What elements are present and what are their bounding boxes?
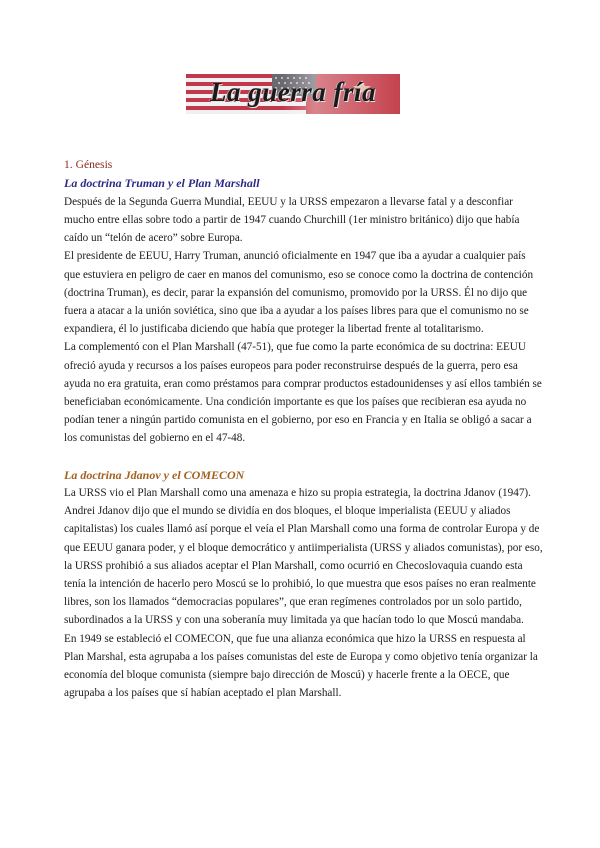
paragraph: La URSS vio el Plan Marshall como una amenaza e hizo su propia estrategia, la doctrina Jdanov (1947). Andrei Jdanov dijo que el mundo se dividía en dos bloques, el bloque imperialista (EEUU y aliados capitalistas) los cuales llamó así porque el veía el Plan Marshall como una forma de controlar Europa y de que EEUU ganara poder, y el bloque democrático y antiimperialista (URSS y aliados comunistas), por eso, la URSS prohibió a sus aliados aceptar el Plan Marshall, como ocurrió en Checoslovaquia cuando esta tenía la intención de hacerlo pero Moscú se lo prohibió, lo que muestra que esos países no eran realmente libres, son los llamados “democracias populares”, que eran regímenes controlados por un solo partido, subordinados a la URSS y con una soberanía muy limitada ya que hacían todo lo que Moscú mandaba.: [64, 487, 543, 627]
section-gap: [64, 448, 544, 466]
paragraph: En 1949 se estableció el COMECON, que fue una alianza económica que hizo la URSS en respuesta al Plan Marshal, esta agrupaba a los países comunistas del este de Europa y como objetivo tenía organizar la economía del bloque comunista (siempre bajo dirección de Moscú) y hacerle frente a la OECE, que agrupaba a los países que sí habían aceptado el plan Marshall.: [64, 632, 538, 700]
paragraph: La complementó con el Plan Marshall (47-51), que fue como la parte económica de su doctrina: EEUU ofreció ayuda y recursos a los países europeos para poder reconstruirse después de la guerra, pero esa ayuda no era gratuita, eran como préstamos para comprar productos estadounidenses y así ellos también se beneficiaban económicamente. Una condición importante es que los países que recibieran esa ayuda no podían tener a ningún partido comunista en el gobierno, por eso en Francia y en Italia se obligó a sacar a los comunistas del gobierno en el 47-48.: [64, 341, 542, 445]
section-heading: 1. Génesis: [64, 158, 113, 171]
subtitle-jdanov: La doctrina Jdanov y el COMECON: [64, 467, 245, 482]
document-title: La guerra fría: [209, 77, 376, 107]
header-banner: [186, 74, 400, 114]
paragraph: Después de la Segunda Guerra Mundial, EEUU y la URSS empezaron a llevarse fatal y a desconfiar mucho entre ellas sobre todo a partir de 1947 cuando Churchill (1er ministro británico) dijo que había caído un “telón de acero” sobre Europa.: [64, 195, 520, 245]
paragraph: El presidente de EEUU, Harry Truman, anunció oficialmente en 1947 que iba a ayudar a cualquier país que estuviera en peligro de caer en manos del comunismo, eso se conoce como la doctrina de contención (doctrina Truman), es decir, parar la expansión del comunismo, promovido por la URSS. Él no dijo que fuera a atacar a la unión soviética, sino que iba a ayudar a los países libres para que el comunismo no se expandiera, él lo justificaba diciendo que había que proteger la libertad frente al totalitarismo.: [64, 250, 534, 336]
subtitle-truman: La doctrina Truman y el Plan Marshall: [64, 176, 260, 191]
document-body: [64, 156, 544, 702]
